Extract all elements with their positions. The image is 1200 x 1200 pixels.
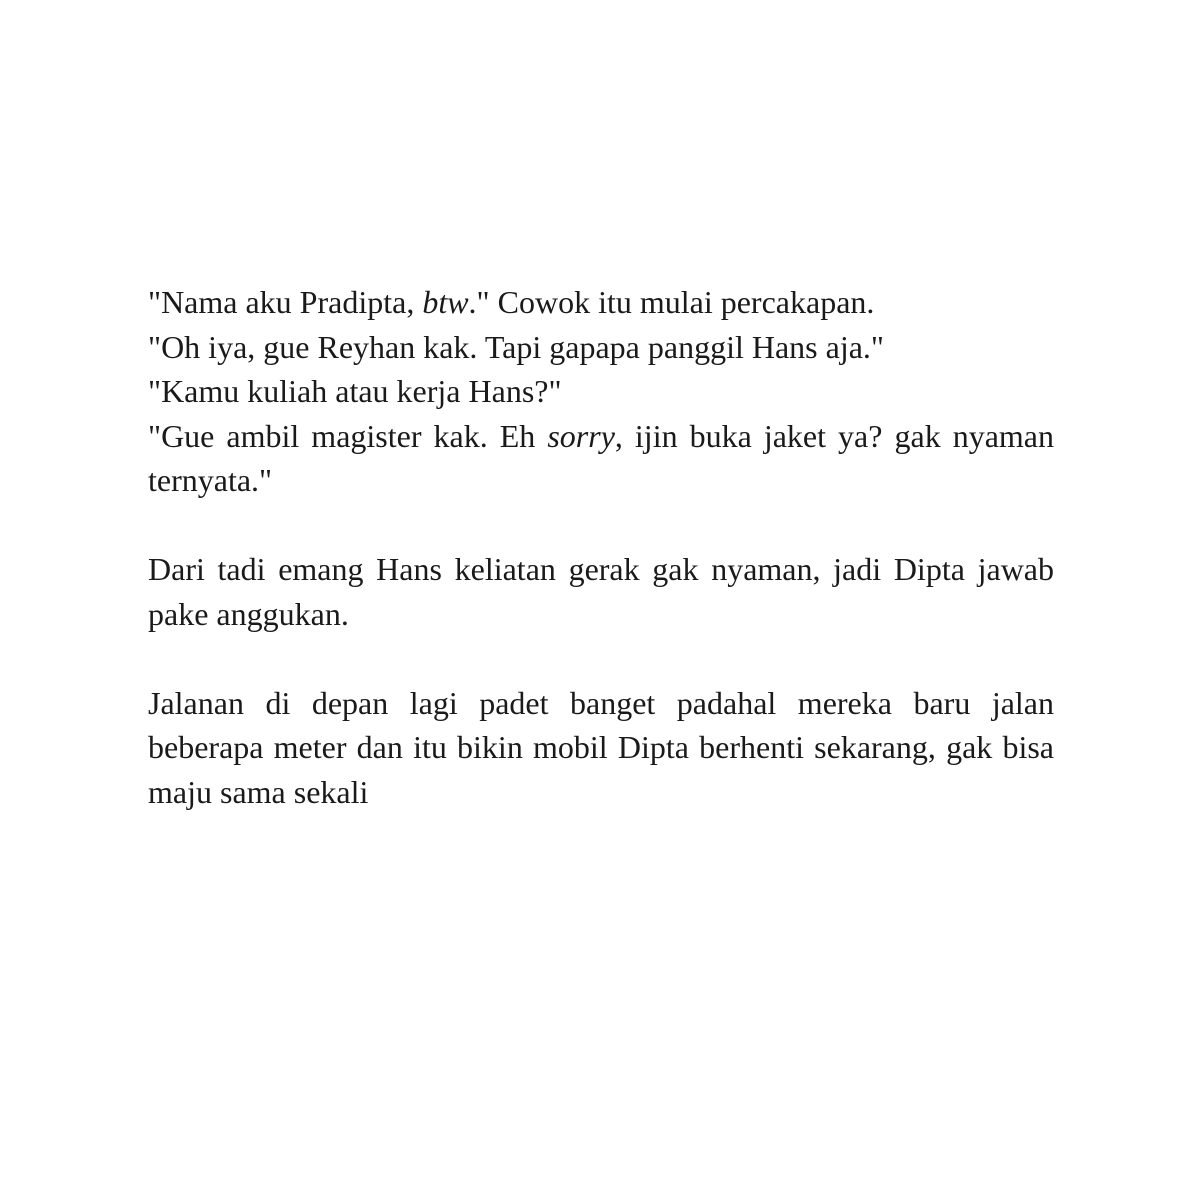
- dialogue-line-4-start: "Gue ambil magister kak. Eh: [148, 417, 548, 454]
- dialogue-line-1-italic: btw: [422, 284, 469, 320]
- dialogue-line-2: "Oh iya, gue Reyhan kak. Tapi gapapa panggil Hans aja.": [148, 328, 884, 365]
- dialogue-line-4-end: , ijin buka jaket ya? gak nyaman ternyata.": [148, 417, 1055, 498]
- paragraph-spacer: [148, 636, 1054, 681]
- dialogue-line-1-end: ." Cowok itu mulai percakapan.: [468, 284, 875, 320]
- dialogue-line-4-italic: sorry: [547, 417, 615, 454]
- paragraph-2: Dari tadi emang Hans keliatan gerak gak nyaman, jadi Dipta jawab pake anggukan.: [148, 551, 1054, 632]
- dialogue-line-1: [148, 280, 1054, 325]
- dialogue-line-1-start: "Nama aku Pradipta,: [148, 284, 423, 320]
- paragraph-3: Jalanan di depan lagi padet banget padahal mereka baru jalan beberapa meter dan itu bikin mobil Dipta berhenti sekarang, gak bisa maju sama sekali: [148, 684, 1054, 810]
- dialogue-line-3: "Kamu kuliah atau kerja Hans?": [148, 373, 562, 409]
- story-text: [148, 280, 1054, 814]
- dialogue-line-4: [148, 414, 1054, 503]
- paragraph-spacer: [148, 503, 1054, 548]
